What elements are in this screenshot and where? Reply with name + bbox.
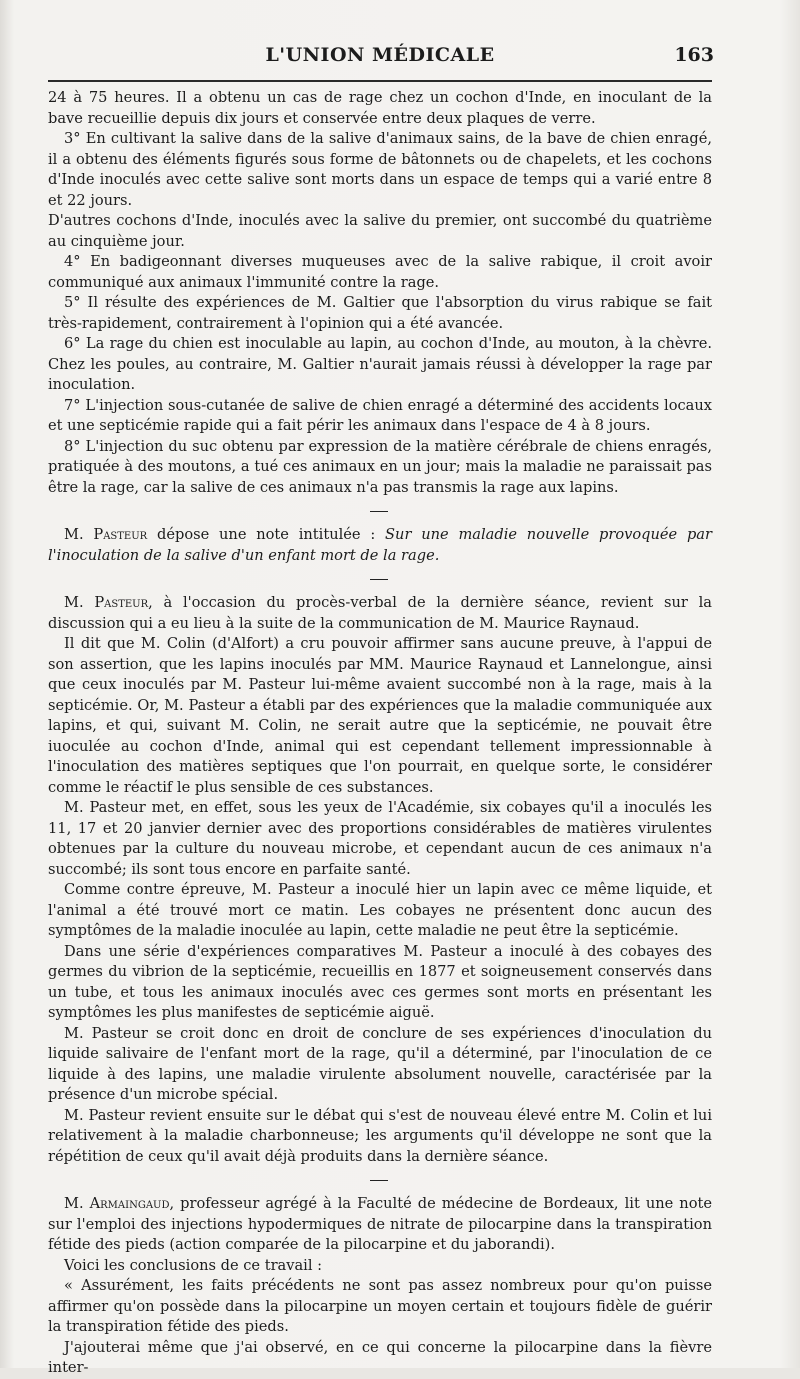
paragraph: Il dit que M. Colin (d'Alfort) a cru pouvoir affirmer sans aucune preuve, à l'appui de son assertion, que les lapins inoculés par MM. Maurice Raynaud et Lannelongue, ainsi que ceux inoculés par M. Pasteur lui-même avaient succombé non à la rage, mais à la septicémie. Or, M. Pasteur a établi par des expériences que la maladie communiquée aux lapins, et qui, suivant M. Colin, ne serait autre que la septicémie, ne pouvait être iuoculée au cochon d'Inde, animal qui est cependant tellement impressionnable à l'inoculation des matières septiques que l'on pourrait, en quelque sorte, le considérer comme le réactif le plus sensible de ces substances.	[48, 635, 712, 796]
pasteur-note-paragraph	[48, 525, 712, 566]
article-body	[48, 88, 712, 1379]
paragraph: 4° En badigeonnant diverses muqueuses avec de la salive rabique, il croit avoir communiqué aux animaux l'immunité contre la rage.	[48, 253, 712, 291]
speaker-name: M. Armaingaud	[64, 1195, 170, 1212]
page-number: 163	[674, 44, 714, 66]
paragraph: 24 à 75 heures. Il a obtenu un cas de rage chez un cochon d'Inde, en inoculant de la bave recueillie depuis dix jours et conservée entre deux plaques de verre.	[48, 89, 712, 127]
speaker-name: M. Pasteur	[64, 594, 149, 611]
paragraph: M. Pasteur revient ensuite sur le débat qui s'est de nouveau élevé entre M. Colin et lui relativement à la maladie charbonneuse; les arguments qu'il développe ne sont que la répétition de ceux qu'il avait déjà produits dans la dernière séance.	[48, 1106, 712, 1165]
paragraph: 7° L'injection sous-cutanée de salive de chien enragé a déterminé des accidents locaux et une septicémie rapide qui a fait périr les animaux dans l'espace de 4 à 8 jours.	[48, 396, 712, 434]
section-separator	[48, 571, 712, 587]
paragraph: Comme contre épreuve, M. Pasteur a inoculé hier un lapin avec ce même liquide, et l'animal a été trouvé mort ce matin. Les cobayes ne présentent donc aucun des symptômes de la maladie inoculée au lapin, cette maladie ne peut être la septicémie.	[48, 881, 712, 939]
speaker-name: M. Pasteur	[64, 526, 148, 543]
note-intro: dépose une note intitulée :	[147, 526, 386, 543]
armaingaud-lead-paragraph	[48, 1194, 712, 1256]
paragraph: 8° L'injection du suc obtenu par expression de la matière cérébrale de chiens enragés, pratiquée à des moutons, a tué ces animaux en un jour; mais la maladie ne paraissait pas être la rage, car la salive de ces animaux n'a pas transmis la rage aux lapins.	[48, 437, 712, 496]
header-rule	[48, 80, 712, 82]
paragraph: M. Pasteur met, en effet, sous les yeux de l'Académie, six cobayes qu'il a inoculés les 11, 17 et 20 janvier dernier avec des proportions considérables de matières virulentes obtenues par la culture du nouveau microbe, et cependant aucun de ces animaux n'a succombé; ils sont tous encore en parfaite santé.	[48, 799, 712, 878]
lead-text: , à l'occasion du procès-verbal de la dernière séance, revient sur la discussion qui a eu lieu à la suite de la communication de M. Maurice Raynaud.	[48, 594, 712, 632]
paragraph: D'autres cochons d'Inde, inoculés avec la salive du premier, ont succombé du quatrième au cinquième jour.	[48, 212, 712, 250]
running-head: L'UNION MÉDICALE	[265, 44, 495, 66]
paragraph: 3° En cultivant la salive dans de la salive d'animaux sains, de la bave de chien enragé, il a obtenu des éléments figurés sous forme de bâtonnets ou de chapelets, et les cochons d'Inde inoculés avec cette salive sont morts dans un espace de temps qui a varié entre 8 et 22 jours.	[48, 130, 712, 209]
paragraph: J'ajouterai même que j'ai observé, en ce qui concerne la pilocarpine dans la fièvre inter-	[48, 1338, 712, 1376]
paragraph: Voici les conclusions de ce travail :	[64, 1256, 323, 1274]
note-title: Sur une maladie nouvelle provoquée par l'inoculation de la salive d'un enfant mort de la rage.	[48, 526, 712, 564]
lead-text: , professeur agrégé à la Faculté de médecine de Bordeaux, lit une note sur l'emploi des injections hypodermiques de nitrate de pilocarpine dans la transpiration fétide des pieds (action comparée de la pilocarpine et du jaborandi).	[48, 1195, 712, 1253]
pasteur-lead-paragraph	[48, 593, 712, 634]
paragraph: 6° La rage du chien est inoculable au lapin, au cochon d'Inde, au mouton, à la chèvre. Chez les poules, au contraire, M. Galtier n'aurait jamais réussi à développer la rage par inoculation.	[48, 335, 712, 393]
page-header	[48, 44, 712, 74]
section-separator	[48, 503, 712, 519]
paragraph: « Assurément, les faits précédents ne sont pas assez nombreux pour qu'on puisse affirmer qu'on possède dans la pilocarpine un moyen certain et toujours fidèle de guérir la transpiration fétide des pieds.	[48, 1277, 712, 1335]
section-separator	[48, 1172, 712, 1188]
paragraph: Dans une série d'expériences comparatives M. Pasteur a inoculé à des cobayes des germes du vibrion de la septicémie, recueillis en 1877 et soigneusement conservés dans un tube, et tous les animaux inoculés avec ces germes sont morts en présentant les symptômes les plus manifestes de septicémie aiguë.	[48, 942, 712, 1021]
paragraph: 5° Il résulte des expériences de M. Galtier que l'absorption du virus rabique se fait très-rapidement, contrairement à l'opinion qui a été avancée.	[48, 294, 712, 332]
paragraph: M. Pasteur se croit donc en droit de conclure de ses expériences d'inoculation du liquide salivaire de l'enfant mort de la rage, qu'il a déterminé, par l'inoculation de ce liquide à des lapins, une maladie virulente absolument nouvelle, caractérisée par la présence d'un microbe spécial.	[48, 1024, 712, 1103]
